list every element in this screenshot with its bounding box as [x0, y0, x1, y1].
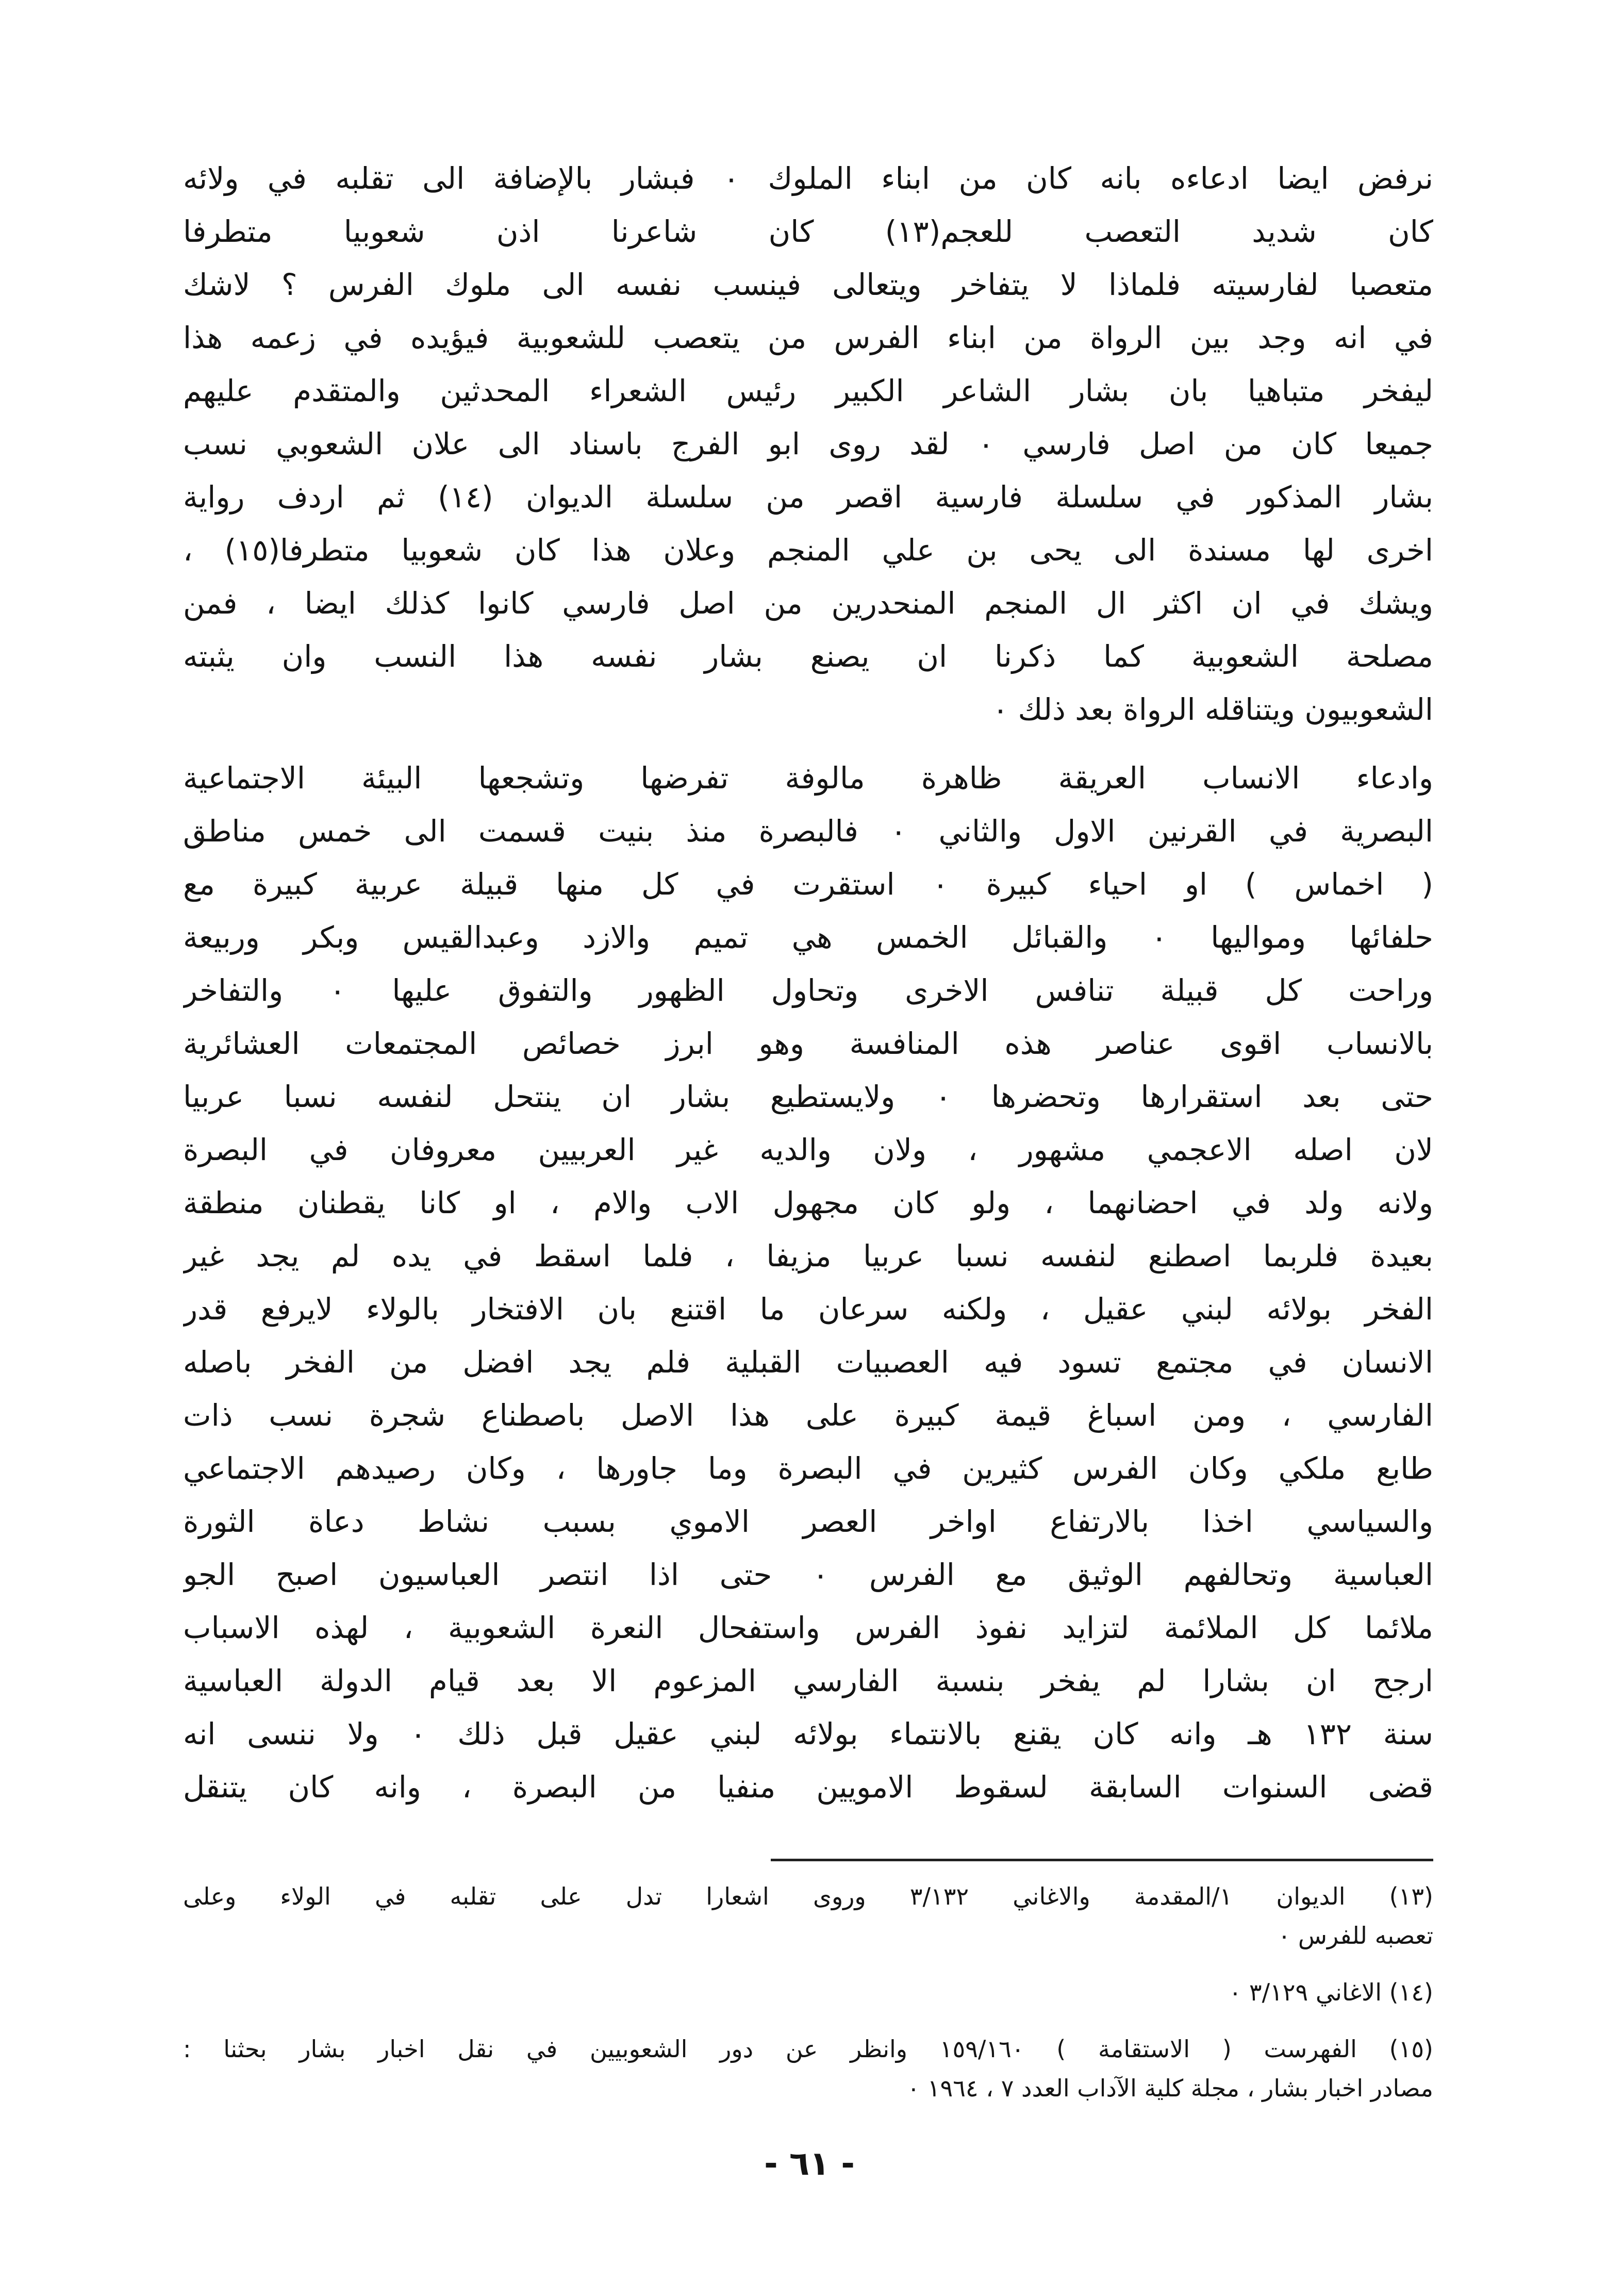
text-line: ولانه ولد في احضانهما ، ولو كان مجهول الاب والام ، او كانا يقطنان منطقة — [183, 1185, 1433, 1220]
text-line: سنة ١٣٢ هـ وانه كان يقنع بالانتماء بولائه لبني عقيل قبل ذلك ٠ ولا ننسى انه — [183, 1716, 1433, 1751]
footnote-13 — [183, 1877, 1433, 1955]
text-line: نرفض ايضا ادعاءه بانه كان من ابناء الملوك ٠ فبشار بالإضافة الى تقلبه في ولائه — [183, 161, 1433, 196]
text-line: في انه وجد بين الرواة من ابناء الفرس من يتعصب للشعوبية فيؤيده في زعمه هذا — [183, 320, 1433, 355]
text-line: وادعاء الانساب العريقة ظاهرة مالوفة تفرضها وتشجعها البيئة الاجتماعية — [183, 760, 1433, 796]
text-line: والسياسي اخذا بالارتفاع اواخر العصر الاموي بسبب نشاط دعاة الثورة — [183, 1504, 1433, 1539]
text-line: الفارسي ، ومن اسباغ قيمة كبيرة على هذا الاصل باصطناع شجرة نسب ذات — [183, 1398, 1433, 1433]
paragraph — [183, 752, 1433, 1814]
text-line: مصلحة الشعوبية كما ذكرنا ان يصنع بشار نفسه هذا النسب وان يثبته — [183, 639, 1433, 674]
footnote-line: (١٥) الفهرست ( الاستقامة ) ١٥٩/١٦٠ وانظر عن دور الشعوبيين في نقل اخبار بشار بحثنا : — [183, 2035, 1433, 2063]
text-line: كان شديد التعصب للعجم(١٣) كان شاعرنا اذن شعوبيا متطرفا — [183, 214, 1433, 249]
text-line: البصرية في القرنين الاول والثاني ٠ فالبصرة منذ بنيت قسمت الى خمس مناطق — [183, 814, 1433, 849]
footnote-line: (١٣) الديوان ١/المقدمة والاغاني ٣/١٣٢ وروى اشعارا تدل على تقلبه في الولاء وعلى — [183, 1882, 1433, 1910]
text-line: جميعا كان من اصل فارسي ٠ لقد روى ابو الفرج باسناد الى علان الشعوبي نسب — [183, 426, 1433, 461]
paragraph — [183, 152, 1433, 736]
text-line: بعيدة فلربما اصطنع لنفسه نسبا عربيا مزيفا ، فلما اسقط في يده لم يجد غير — [183, 1238, 1433, 1274]
page-number: - ٦١ - — [764, 2145, 855, 2183]
text-line: طابع ملكي وكان الفرس كثيرين في البصرة وما جاورها ، وكان رصيدهم الاجتماعي — [183, 1451, 1433, 1486]
text-line: ملائما كل الملائمة لتزايد نفوذ الفرس واستفحال النعرة الشعوبية ، لهذه الاسباب — [183, 1610, 1433, 1645]
footnote-gap — [183, 2012, 1433, 2029]
text-line: قضى السنوات السابقة لسقوط الامويين منفيا من البصرة ، وانه كان يتنقل — [183, 1770, 1433, 1805]
text-line: الانسان في مجتمع تسود فيه العصبيات القبلية فلم يجد افضل من الفخر باصله — [183, 1345, 1433, 1380]
paragraph-gap — [183, 736, 1433, 752]
footnote-line: (١٤) الاغاني ٣/١٢٩ ٠ — [1229, 1978, 1433, 2006]
text-line: الشعوبيون ويتناقله الرواة بعد ذلك ٠ — [992, 692, 1433, 727]
text-line: العباسية وتحالفهم الوثيق مع الفرس ٠ حتى اذا انتصر العباسيون اصبح الجو — [183, 1557, 1433, 1592]
text-line: بشار المذكور في سلسلة فارسية اقصر من سلسلة الديوان (١٤) ثم اردف رواية — [183, 479, 1433, 515]
footnotes — [183, 1877, 1433, 2108]
text-line: ( اخماس ) او احياء كبيرة ٠ استقرت في كل منها قبيلة عربية كبيرة مع — [183, 867, 1433, 902]
text-line: ارجح ان بشارا لم يفخر بنسبة الفارسي المزعوم الا بعد قيام الدولة العباسية — [183, 1663, 1433, 1698]
text-line: الفخر بولائه لبني عقيل ، ولكنه سرعان ما اقتنع بان الافتخار بالولاء لايرفع قدر — [183, 1292, 1433, 1327]
text-line: اخرى لها مسندة الى يحى بن علي المنجم وعلان هذا كان شعوبيا متطرفا(١٥) ، — [183, 533, 1433, 568]
footnote-divider — [771, 1859, 1433, 1861]
text-line: ويشك في ان اكثر ال المنجم المنحدرين من اصل فارسي كانوا كذلك ايضا ، فمن — [183, 586, 1433, 621]
text-line: متعصبا لفارسيته فلماذا لا يتفاخر ويتعالى فينسب نفسه الى ملوك الفرس ؟ لاشك — [183, 267, 1433, 302]
footnote-line: مصادر اخبار بشار ، مجلة كلية الآداب العدد ٧ ، ١٩٦٤ ٠ — [907, 2074, 1433, 2102]
footnote-15 — [183, 2029, 1433, 2108]
text-line: ليفخر متباهيا بان بشار الشاعر الكبير رئيس الشعراء المحدثين والمتقدم عليهم — [183, 373, 1433, 408]
footnote-gap — [183, 1955, 1433, 1973]
text-line: حتى بعد استقرارها وتحضرها ٠ ولايستطيع بشار ان ينتحل لنفسه نسبا عربيا — [183, 1079, 1433, 1114]
text-line: حلفائها ومواليها ٠ والقبائل الخمس هي تميم والازد وعبدالقيس وبكر وربيعة — [183, 920, 1433, 955]
text-line: بالانساب اقوى عناصر هذه المنافسة وهو ابرز خصائص المجتمعات العشائرية — [183, 1026, 1433, 1061]
footnote-14 — [183, 1973, 1433, 2012]
text-line: وراحت كل قبيلة تنافس الاخرى وتحاول الظهور والتفوق عليها ٠ والتفاخر — [183, 973, 1433, 1008]
text-line: لان اصله الاعجمي مشهور ، ولان والديه غير العربيين معروفان في البصرة — [183, 1132, 1433, 1167]
footnote-line: تعصبه للفرس ٠ — [1278, 1922, 1433, 1949]
body-text — [183, 152, 1433, 1814]
